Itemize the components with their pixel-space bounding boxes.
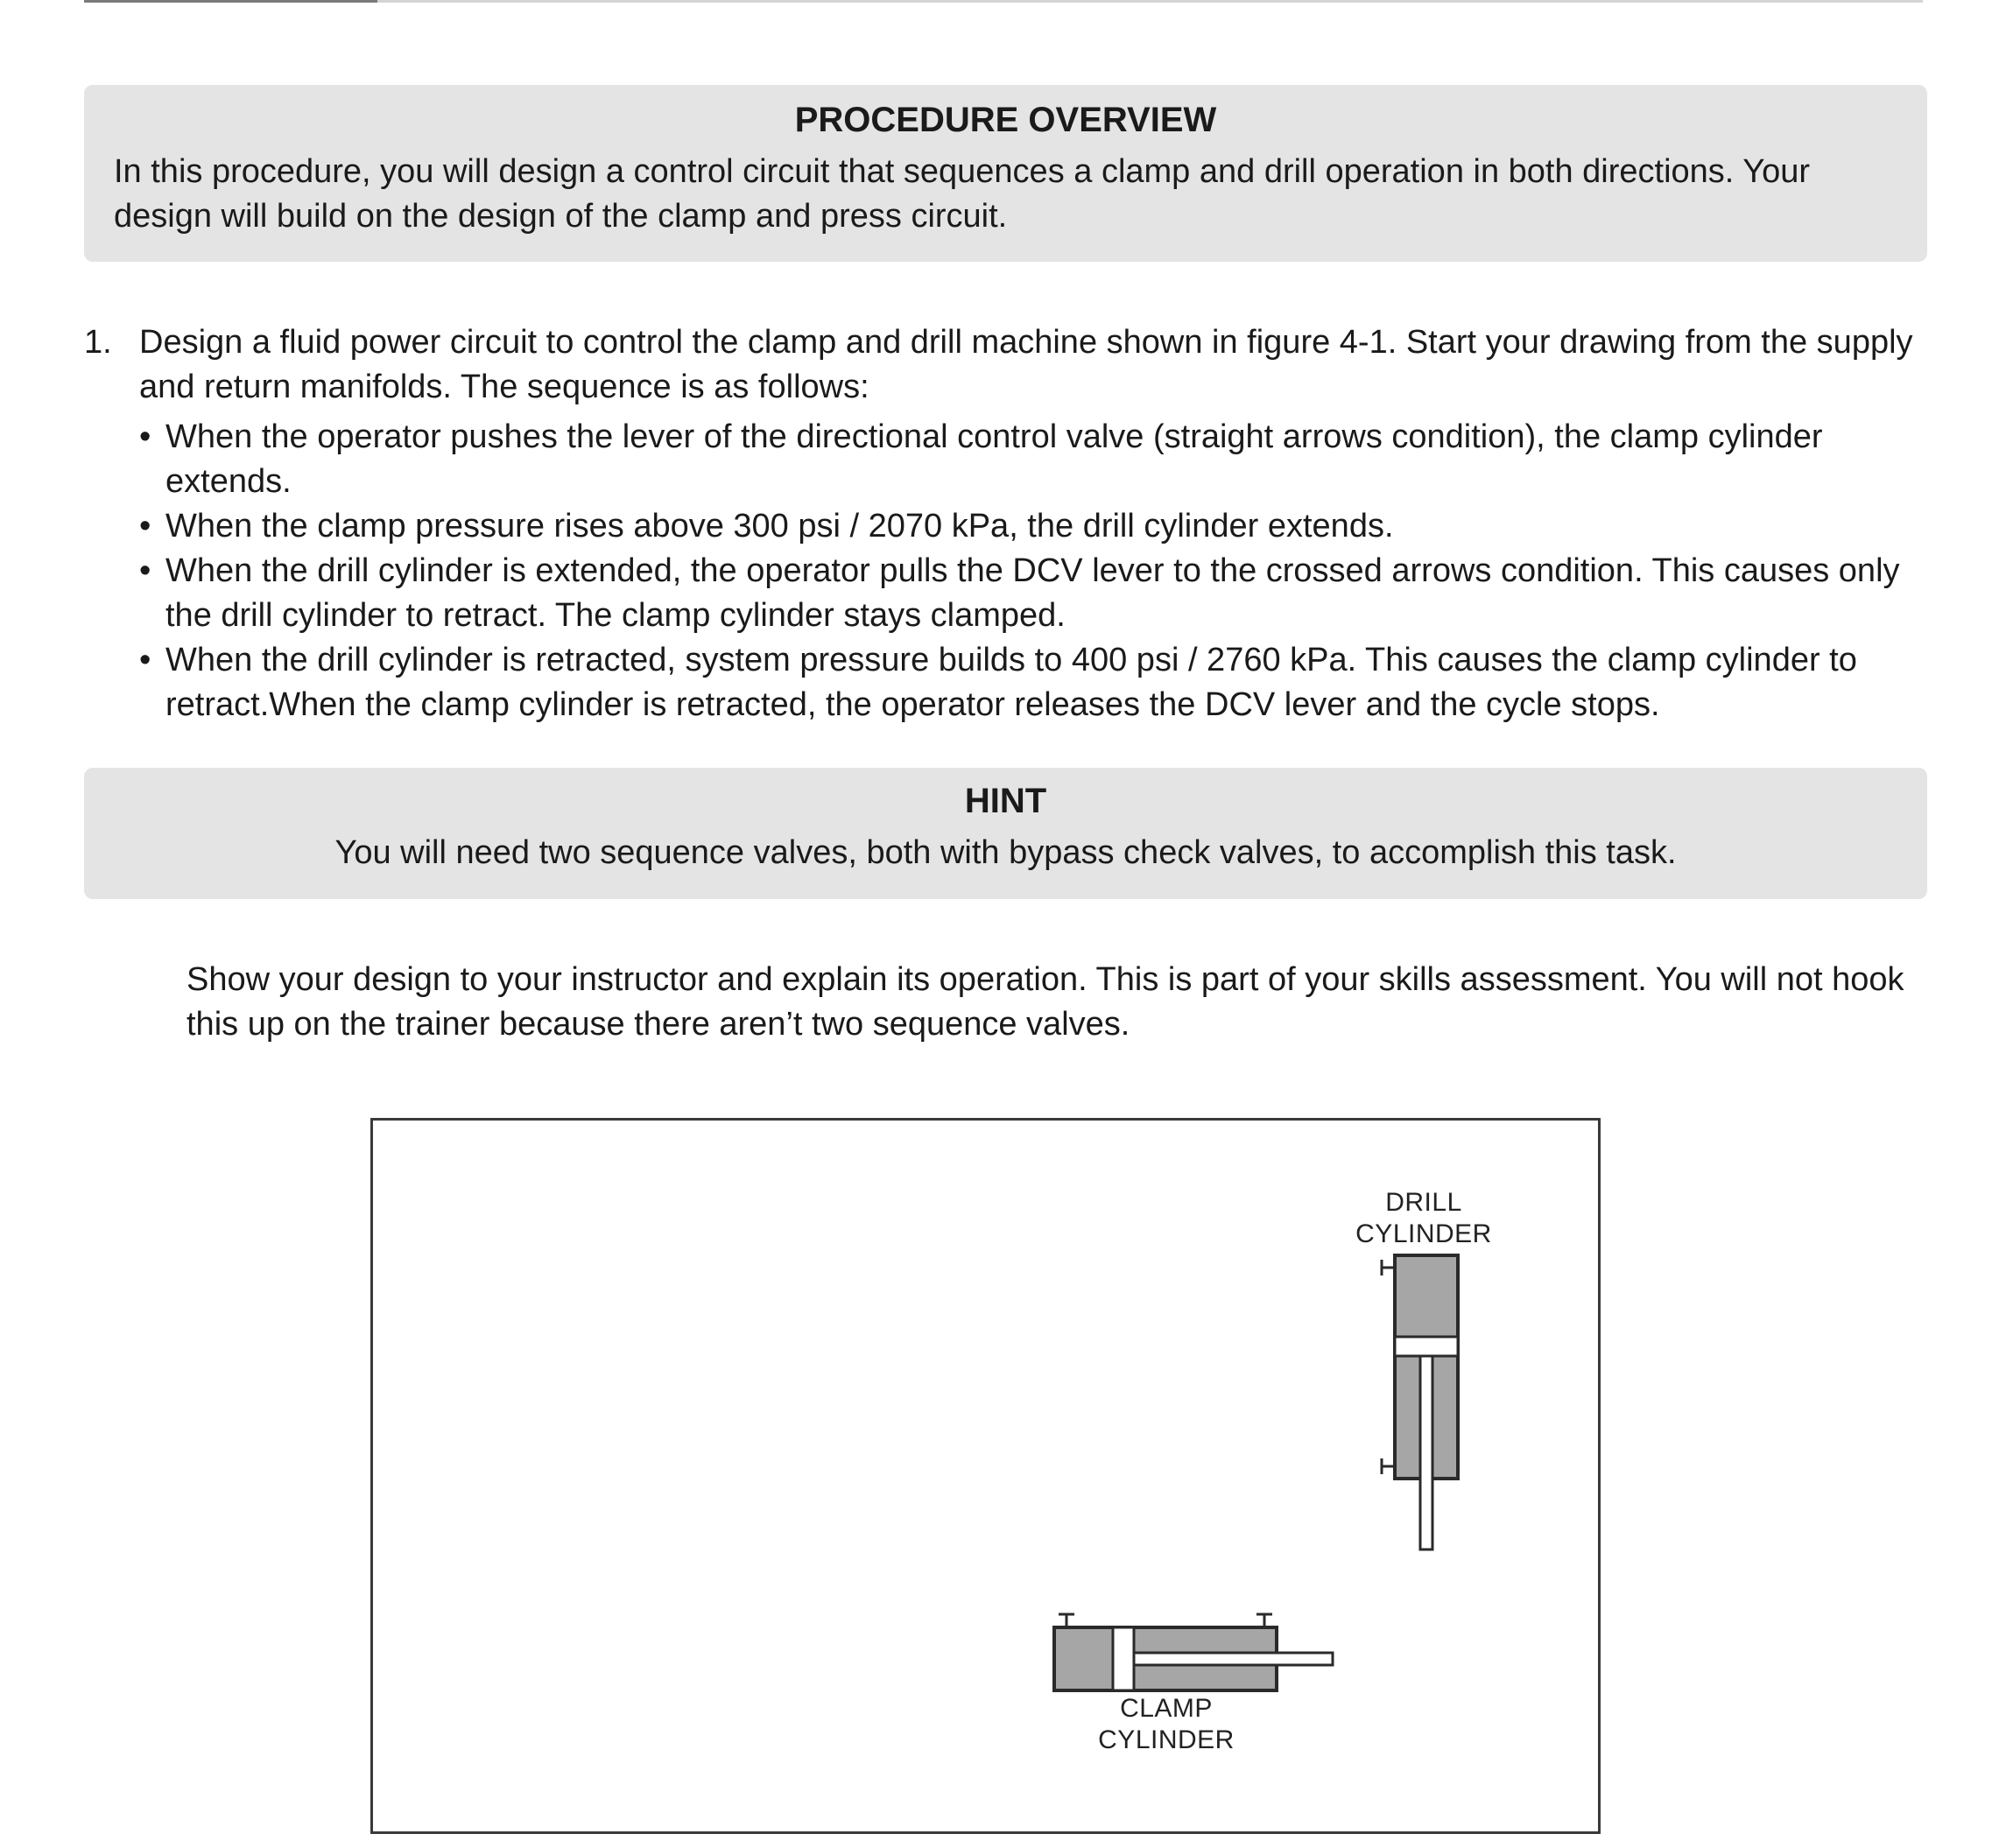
list-item-text: When the clamp pressure rises above 300 psi / 2070 kPa, the drill cylinder extends. (165, 508, 1394, 545)
drill-cylinder (1382, 1255, 1458, 1549)
hint-heading: HINT (964, 782, 1047, 820)
instructor-note: Show your design to your instructor and explain its operation. This is part of your skills assessment. You will not hook this up on the trainer because there aren’t two sequence valves. (187, 961, 1904, 1043)
step-number: 1. (84, 324, 112, 361)
list-item (139, 638, 1932, 727)
top-divider-accent (84, 0, 377, 3)
list-item (139, 415, 1932, 504)
step-1 (84, 320, 1932, 727)
bullet-icon: • (139, 418, 151, 455)
procedure-overview-heading: PROCEDURE OVERVIEW (794, 101, 1217, 139)
list-item-text: When the drill cylinder is retracted, system pressure builds to 400 psi / 2760 kPa. This causes the clamp cylinder to retract.When the clamp cylinder is retracted, the operator releases the DCV lever and the cycle stops. (165, 642, 1857, 723)
list-item-text: When the drill cylinder is extended, the operator pulls the DCV lever to the crossed arrows condition. This causes only the drill cylinder to retract. The clamp cylinder stays clamped. (165, 552, 1900, 634)
hint-text: You will need two sequence valves, both with bypass check valves, to accomplish this task. (334, 834, 1677, 871)
list-item-text: When the operator pushes the lever of the directional control valve (straight arrows condition), the clamp cylinder extends. (165, 418, 1823, 500)
sequence-list (139, 415, 1932, 727)
bullet-icon: • (139, 642, 151, 678)
clamp-cylinder-label (1073, 1693, 1260, 1756)
clamp-label-line2: CYLINDER (1098, 1725, 1235, 1754)
clamp-label-line1: CLAMP (1120, 1694, 1213, 1723)
list-item (139, 549, 1932, 638)
procedure-overview-text: In this procedure, you will design a control circuit that sequences a clamp and drill operation in both directions. Your design will build on the design of the clamp and press circuit. (114, 153, 1810, 235)
hint-box (84, 768, 1927, 899)
bullet-icon: • (139, 508, 151, 545)
drill-label-line1: DRILL (1385, 1188, 1462, 1217)
bullet-icon: • (139, 552, 151, 589)
procedure-overview-box (84, 85, 1927, 262)
drill-cylinder-rod (1420, 1356, 1432, 1549)
clamp-cylinder-rod (1134, 1653, 1333, 1665)
drill-cylinder-label (1330, 1187, 1517, 1250)
step-text: Design a fluid power circuit to control the clamp and drill machine shown in figure 4-1. Start your drawing from the supply and return manifolds. The sequence is as follows: (139, 324, 1913, 405)
clamp-cylinder-piston (1113, 1627, 1134, 1690)
drill-label-line2: CYLINDER (1355, 1219, 1492, 1248)
clamp-drill-figure (370, 1118, 1601, 1834)
drill-cylinder-piston (1395, 1337, 1458, 1356)
list-item (139, 504, 1932, 549)
clamp-cylinder (1054, 1614, 1333, 1690)
